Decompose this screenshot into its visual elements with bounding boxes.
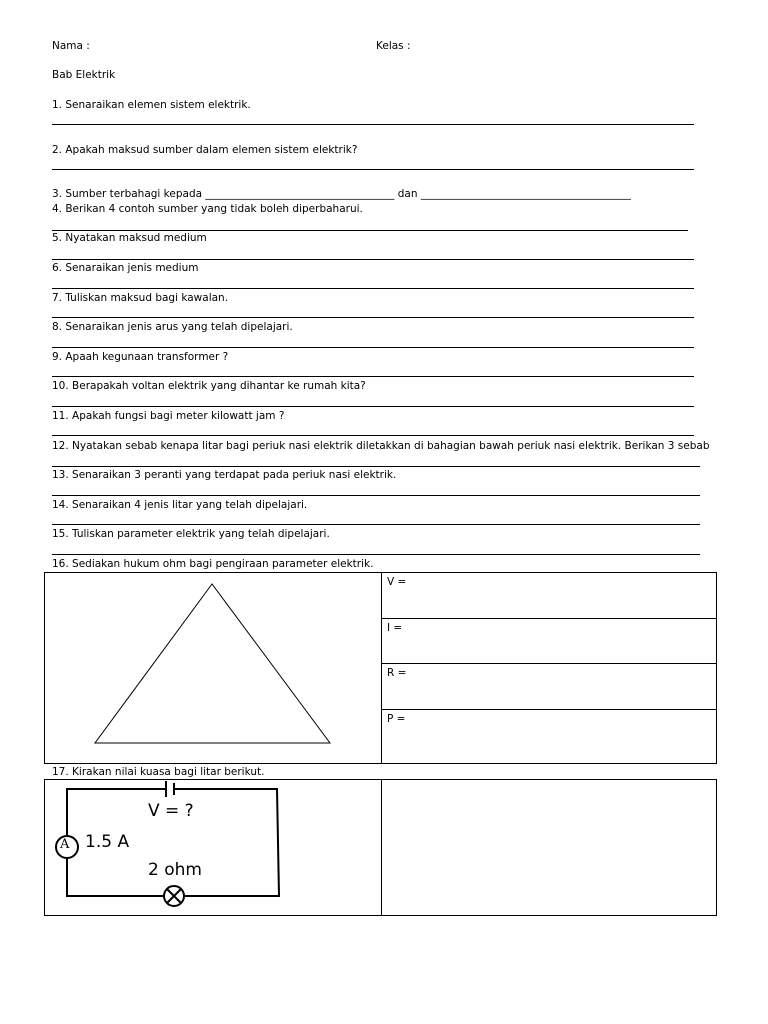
voltage-label: V = ? [148, 801, 194, 821]
name-label: Nama : [52, 40, 90, 52]
current-formula-label: I = [387, 622, 403, 634]
answer-line[interactable] [52, 495, 700, 496]
answer-line[interactable] [52, 288, 694, 289]
answer-line[interactable] [52, 406, 694, 407]
answer-line[interactable] [52, 230, 688, 231]
answer-cell[interactable] [382, 780, 716, 915]
question-14: 14. Senaraikan 4 jenis litar yang telah dipelajari. [52, 499, 308, 511]
voltage-cell[interactable] [381, 573, 716, 619]
answer-line[interactable] [52, 259, 694, 260]
power-formula-label: P = [387, 713, 406, 725]
question-9: 9. Apaah kegunaan transformer ? [52, 351, 229, 363]
ohm-triangle-icon [45, 573, 381, 763]
answer-line[interactable] [52, 435, 694, 436]
answer-line[interactable] [52, 554, 700, 555]
question-13: 13. Senaraikan 3 peranti yang terdapat pada periuk nasi elektrik. [52, 469, 397, 481]
power-cell[interactable] [381, 710, 716, 763]
question-6: 6. Senaraikan jenis medium [52, 262, 199, 274]
question-8: 8. Senaraikan jenis arus yang telah dipelajari. [52, 321, 293, 333]
question-10: 10. Berapakah voltan elektrik yang dihantar ke rumah kita? [52, 380, 366, 392]
answer-line[interactable] [52, 317, 694, 318]
question-7: 7. Tuliskan maksud bagi kawalan. [52, 292, 229, 304]
class-label: Kelas : [376, 40, 411, 52]
answer-line[interactable] [52, 466, 700, 467]
question-15: 15. Tuliskan parameter elektrik yang telah dipelajari. [52, 528, 330, 540]
question-16: 16. Sediakan hukum ohm bagi pengiraan parameter elektrik. [52, 558, 374, 570]
answer-line[interactable] [52, 124, 694, 125]
question-5: 5. Nyatakan maksud medium [52, 232, 207, 244]
ammeter-symbol: A [60, 837, 70, 852]
question-17: 17. Kirakan nilai kuasa bagi litar berikut. [52, 766, 265, 778]
answer-line[interactable] [52, 169, 694, 170]
current-label: 1.5 A [85, 832, 130, 852]
voltage-formula-label: V = [387, 576, 407, 588]
ohm-law-table [44, 572, 717, 764]
current-cell[interactable] [381, 619, 716, 664]
question-3: 3. Sumber terbahagi kepada ____________________________________ dan ________________________________________ [52, 188, 631, 200]
question-4: 4. Berikan 4 contoh sumber yang tidak boleh diperbaharui. [52, 203, 363, 215]
question-12: 12. Nyatakan sebab kenapa litar bagi periuk nasi elektrik diletakkan di bahagian bawah periuk nasi elektrik. Berikan 3 sebab [52, 440, 710, 452]
question-11: 11. Apakah fungsi bagi meter kilowatt jam ? [52, 410, 285, 422]
circuit-table [44, 779, 717, 916]
answer-line[interactable] [52, 376, 694, 377]
chapter-title: Bab Elektrik [52, 69, 116, 81]
answer-line[interactable] [52, 524, 700, 525]
question-1: 1. Senaraikan elemen sistem elektrik. [52, 99, 251, 111]
resistance-label: 2 ohm [148, 860, 202, 880]
resistance-cell[interactable] [381, 664, 716, 709]
answer-line[interactable] [52, 347, 694, 348]
resistance-formula-label: R = [387, 667, 407, 679]
question-2: 2. Apakah maksud sumber dalam elemen sistem elektrik? [52, 144, 358, 156]
